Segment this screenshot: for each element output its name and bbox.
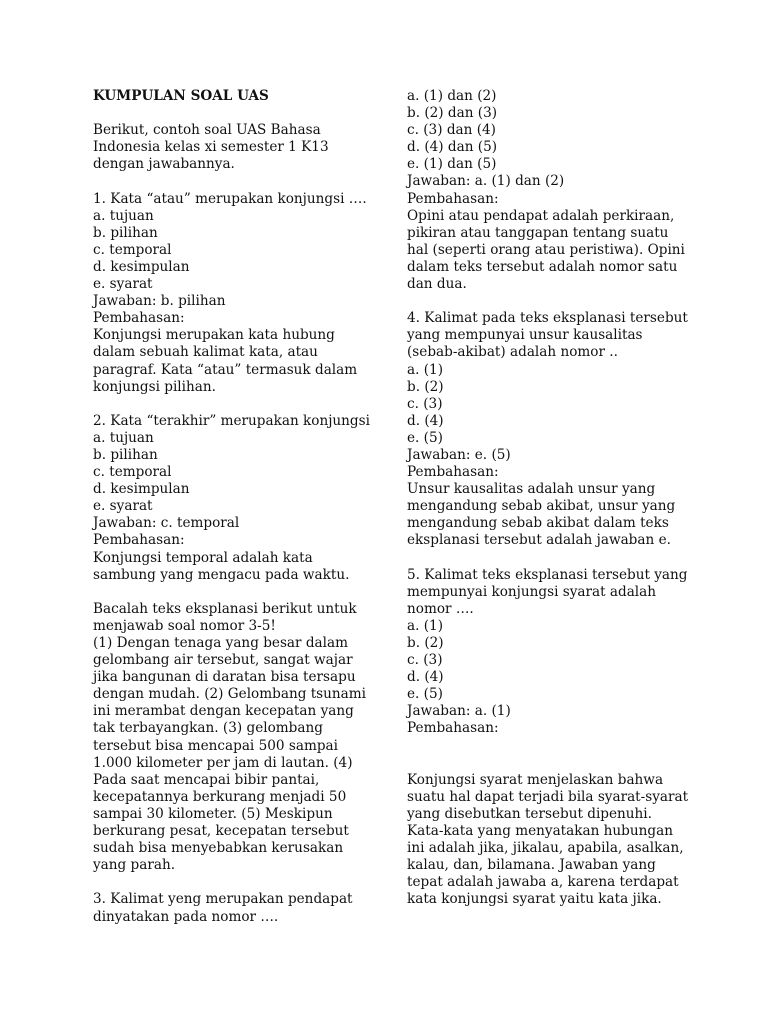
text-line: b. pilihan (93, 446, 158, 463)
text-line: Pembahasan: (407, 720, 499, 737)
text-line: (1) Dengan tenaga yang besar dalam (93, 635, 349, 651)
text-line: b. (2) (407, 635, 444, 651)
spacer (93, 105, 365, 122)
text-line: a. tujuan (93, 429, 154, 446)
text-line: mengandung sebab akibat, unsur yang (407, 498, 676, 515)
spacer (407, 550, 687, 567)
text-line: gelombang air tersebut, sangat wajar (93, 652, 353, 669)
spacer (407, 738, 687, 755)
text-line: pikiran atau tanggapan tentang suatu (407, 224, 669, 241)
intro-paragraph (93, 122, 365, 173)
text-line: Konjungsi temporal adalah kata (93, 549, 313, 566)
question-3-options (407, 88, 687, 293)
spacer (93, 173, 365, 190)
spacer (93, 396, 365, 413)
document-title: KUMPULAN SOAL UAS (93, 88, 269, 104)
question-1 (93, 191, 365, 396)
text-line: dan dua. (407, 276, 467, 293)
text-line: kalau, dan, bilamana. Jawaban yang (407, 857, 656, 874)
text-line: Unsur kausalitas adalah unsur yang (407, 481, 656, 498)
text-line: e. (5) (407, 429, 443, 446)
question-2 (93, 412, 370, 584)
text-line: Opini atau pendapat adalah perkiraan, (407, 207, 675, 224)
text-line: 1. Kata “atau” merupakan konjungsi …. (93, 190, 367, 207)
text-line: e. (1) dan (5) (407, 156, 497, 173)
text-line: dinyatakan pada nomor …. (93, 908, 279, 925)
text-line: e. (5) (407, 686, 443, 703)
text-line: jika bangunan di daratan bisa tersapu (93, 669, 356, 686)
spacer (93, 874, 365, 891)
spacer (93, 584, 365, 601)
question-5 (407, 567, 687, 738)
text-line: a. (1) (407, 617, 444, 634)
text-line: yang parah. (93, 857, 176, 874)
text-line: yang mempunyai unsur kausalitas (407, 327, 643, 344)
text-line: 4. Kalimat pada teks eksplanasi tersebut (407, 310, 688, 327)
text-line: sudah bisa menyebabkan kerusakan (93, 840, 344, 857)
text-line: Pembahasan: (93, 532, 185, 549)
text-line: 1.000 kilometer per jam di lautan. (4) (93, 754, 353, 771)
text-line: sampai 30 kilometer. (5) Meskipun (93, 805, 333, 822)
text-line: Jawaban: a. (1) (407, 703, 511, 720)
text-line: Jawaban: c. temporal (93, 515, 240, 532)
text-line: konjungsi pilihan. (93, 378, 216, 395)
text-line: b. (2) (407, 378, 444, 395)
spacer (407, 755, 687, 772)
text-line: mengandung sebab akibat dalam teks (407, 515, 669, 532)
text-line: c. (3) dan (4) (407, 122, 496, 139)
text-line: (sebab-akibat) adalah nomor .. (407, 344, 618, 361)
text-line: Pembahasan: (407, 464, 499, 481)
text-line: Pembahasan: (93, 310, 185, 327)
text-line: tak terbayangkan. (3) gelombang (93, 720, 323, 737)
text-line: Kata-kata yang menyatakan hubungan (407, 823, 673, 840)
text-line: kata konjungsi syarat yaitu kata jika. (407, 891, 662, 908)
text-line: c. (3) (407, 652, 443, 669)
text-line: Konjungsi merupakan kata hubung (93, 327, 335, 344)
text-line: 5. Kalimat teks eksplanasi tersebut yang (407, 566, 688, 583)
text-line: dengan jawabannya. (93, 156, 235, 173)
text-line: Berikut, contoh soal UAS Bahasa (93, 122, 321, 139)
text-line: yang disebutkan tersebut dipenuhi. (407, 805, 652, 822)
text-line: d. (4) (407, 669, 444, 686)
text-line: dalam sebuah kalimat kata, atau (93, 344, 318, 361)
text-line: paragraf. Kata “atau” termasuk dalam (93, 361, 358, 378)
right-column (407, 88, 687, 909)
text-line: Jawaban: e. (5) (407, 446, 511, 463)
text-line: kecepatannya berkurang menjadi 50 (93, 788, 347, 805)
text-line: c. temporal (93, 464, 172, 481)
text-line: berkurang pesat, kecepatan tersebut (93, 823, 349, 840)
question-5-explanation (407, 772, 687, 909)
text-line: Pembahasan: (407, 190, 499, 207)
text-line: dalam teks tersebut adalah nomor satu (407, 258, 678, 275)
text-line: e. syarat (93, 498, 153, 515)
text-line: eksplanasi tersebut adalah jawaban e. (407, 532, 671, 549)
text-line: c. (3) (407, 395, 443, 412)
text-line: Bacalah teks eksplanasi berikut untuk (93, 600, 357, 617)
text-line: 2. Kata “terakhir” merupakan konjungsi (93, 412, 370, 429)
text-line: a. (1) dan (2) (407, 88, 497, 104)
text-line: b. pilihan (93, 224, 158, 241)
text-line: b. (2) dan (3) (407, 105, 498, 122)
text-line: a. tujuan (93, 207, 154, 224)
text-line: mempunyai konjungsi syarat adalah (407, 583, 657, 600)
text-line: ini adalah jika, jikalau, apabila, asalkan, (407, 840, 684, 857)
text-line: dengan mudah. (2) Gelombang tsunami (93, 686, 367, 703)
text-line: Indonesia kelas xi semester 1 K13 (93, 139, 329, 156)
text-line: Jawaban: b. pilihan (93, 293, 226, 310)
text-line: Jawaban: a. (1) dan (2) (407, 173, 565, 190)
text-line: d. kesimpulan (93, 481, 190, 498)
text-line: menjawab soal nomor 3-5! (93, 617, 276, 634)
text-line: e. syarat (93, 276, 153, 293)
text-line: tersebut bisa mencapai 500 sampai (93, 737, 338, 754)
text-line: nomor …. (407, 600, 474, 617)
question-4 (407, 310, 687, 549)
text-line: d. (4) dan (5) (407, 139, 498, 156)
text-line: 3. Kalimat yeng merupakan pendapat (93, 891, 353, 908)
spacer (407, 293, 687, 310)
text-line: Pada saat mencapai bibir pantai, (93, 771, 320, 788)
text-line: sambung yang mengacu pada waktu. (93, 566, 350, 583)
text-line: d. (4) (407, 412, 444, 429)
text-line: d. kesimpulan (93, 258, 190, 275)
question-3 (93, 891, 365, 925)
text-line: a. (1) (407, 361, 444, 378)
text-line: hal (seperti orang atau peristiwa). Opini (407, 241, 685, 258)
text-line: c. temporal (93, 241, 172, 258)
text-line: tepat adalah jawaba a, karena terdapat (407, 874, 679, 891)
text-line: suatu hal dapat terjadi bila syarat-syarat (407, 788, 689, 805)
left-column (93, 88, 370, 926)
text-line: ini merambat dengan kecepatan yang (93, 703, 354, 720)
text-line: Konjungsi syarat menjelaskan bahwa (407, 771, 664, 788)
explanation-passage (93, 601, 365, 875)
